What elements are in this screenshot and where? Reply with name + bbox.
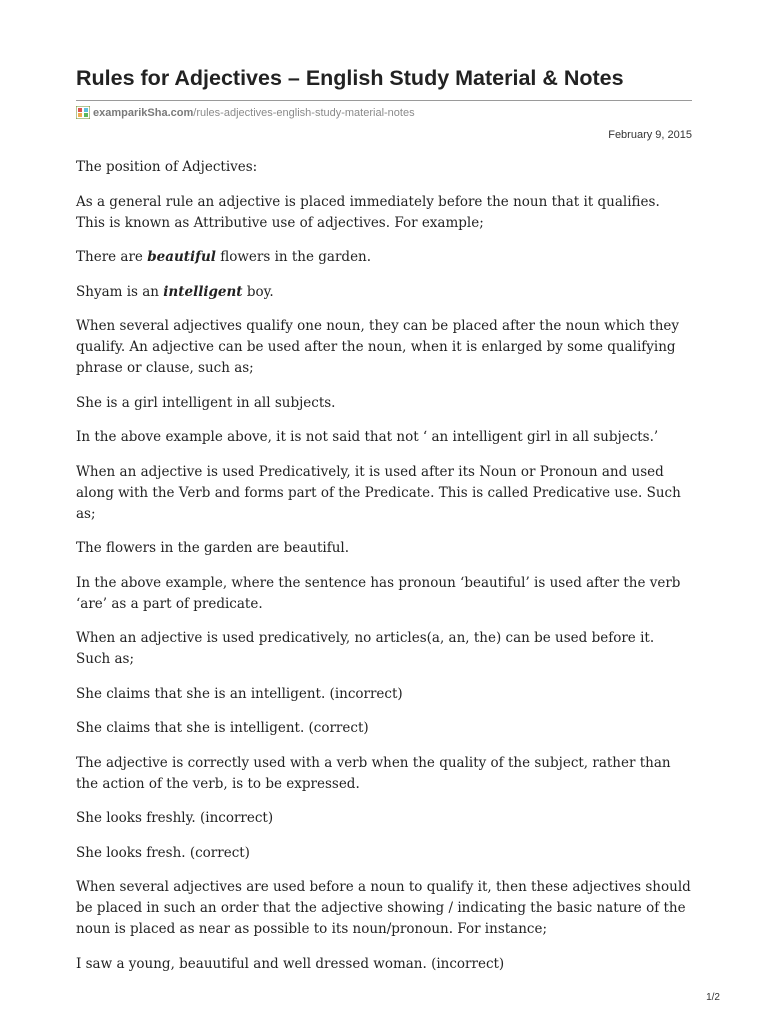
paragraph: [76, 282, 692, 303]
emphasized-adjective: beautiful: [147, 249, 216, 265]
paragraph: I saw a young, beauutiful and well dressed woman. (incorrect): [76, 955, 505, 972]
paragraph: The flowers in the garden are beautiful.: [76, 540, 349, 556]
paragraph: She looks fresh. (correct): [76, 844, 250, 861]
paragraph: When an adjective is used Predicatively, it is used after its Noun or Pronoun and used along with the Verb and forms part of the Predicate. This is called Predicative use. Such as;: [76, 463, 681, 522]
paragraph: As a general rule an adjective is placed immediately before the noun that it qualifies. This is known as Attributive use of adjectives. For example;: [76, 193, 660, 231]
paragraph-text: There are: [76, 249, 148, 265]
source-domain[interactable]: examparikSha.com: [93, 106, 194, 119]
paragraph: The adjective is correctly used with a verb when the quality of the subject, rather than the action of the verb, is to be expressed.: [76, 754, 671, 792]
paragraph: In the above example above, it is not said that not ‘ an intelligent girl in all subjects.’: [76, 429, 659, 445]
paragraph-text: flowers in the garden.: [215, 249, 372, 265]
paragraph: She claims that she is an intelligent. (incorrect): [76, 685, 403, 702]
emphasized-adjective: intelligent: [163, 283, 243, 300]
source-link[interactable]: [76, 106, 415, 119]
paragraph: In the above example, where the sentence has pronoun ‘beautiful’ is used after the verb ‘are’ as a part of predicate.: [76, 574, 681, 612]
page-title: Rules for Adjectives – English Study Material & Notes: [76, 66, 624, 90]
source-path[interactable]: /rules-adjectives-english-study-material-notes: [193, 106, 415, 119]
paragraph-text: boy.: [242, 283, 274, 300]
publish-date: February 9, 2015: [608, 129, 692, 141]
paragraph: She is a girl intelligent in all subjects.: [76, 394, 336, 411]
paragraph: She looks freshly. (incorrect): [76, 810, 274, 826]
title-divider: [76, 100, 692, 101]
paragraph: When several adjectives qualify one noun, they can be placed after the noun which they qualify. An adjective can be used after the noun, when it is enlarged by some qualifying phrase or clause, such as;: [76, 318, 680, 376]
page-number: 1/2: [706, 992, 720, 1003]
paragraph: When an adjective is used predicatively, no articles(a, an, the) can be used before it. Such as;: [76, 630, 655, 667]
paragraph: She claims that she is intelligent. (correct): [76, 720, 369, 736]
paragraph: When several adjectives are used before a noun to qualify it, then these adjectives should be placed in such an order that the adjective showing / indicating the basic nature of the noun is placed as near as possible to its noun/pronoun. For instance;: [76, 879, 691, 937]
site-favicon-icon: [76, 106, 90, 119]
paragraph: The position of Adjectives:: [76, 159, 258, 175]
paragraph: [76, 247, 692, 268]
paragraph-text: Shyam is an: [76, 283, 164, 300]
article-body: [76, 157, 692, 988]
